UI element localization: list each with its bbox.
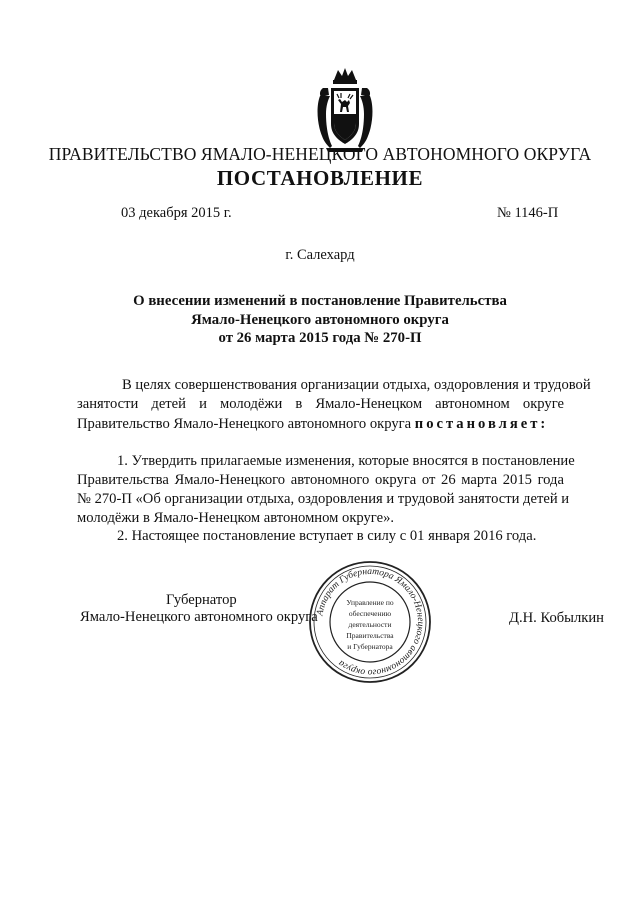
word: Правительства — [77, 472, 169, 488]
word: молодёжи — [220, 396, 283, 412]
word: 26 — [441, 472, 456, 488]
seal-center-line: Управление по — [346, 598, 394, 607]
title-line-2: Ямало-Ненецкого автономного округа — [191, 311, 449, 328]
document-city: г. Салехард — [285, 247, 355, 263]
enacting-text: Правительство Ямало-Ненецкого автономного округа — [77, 416, 412, 432]
seal-center-line: и Губернатора — [347, 642, 393, 651]
word: занятости — [77, 396, 139, 412]
coat-of-arms-icon — [314, 66, 376, 154]
signer-name: Д.Н. Кобылкин — [509, 610, 604, 626]
document-kind: ПОСТАНОВЛЕНИЕ — [216, 166, 424, 190]
document-title — [0, 292, 640, 348]
title-line-1: О внесении изменений в постановление Правительства — [133, 293, 507, 309]
seal-center-line: обеспечению — [348, 609, 392, 618]
paragraph-1-line-3 — [77, 416, 548, 433]
word: округе — [522, 396, 564, 412]
seal-center-line: Правительства — [346, 631, 394, 640]
seal-ring-text: Аппарат Губернатора Ямало-Ненецкого автономного округа — [315, 566, 426, 678]
word: Ямало-Ненецкого — [174, 472, 286, 488]
word: Ямало-Ненецком — [315, 396, 423, 412]
paragraph-1-line-1: В целях совершенствования организации отдыха, оздоровления и трудовой — [122, 377, 591, 393]
word: марта — [461, 472, 498, 488]
word: от — [421, 472, 436, 488]
seal-center-line: деятельности — [348, 620, 392, 629]
word: автономном — [435, 396, 510, 412]
item-1-line-1: 1. Утвердить прилагаемые изменения, которые вносятся в постановление — [117, 453, 575, 469]
government-name: ПРАВИТЕЛЬСТВО ЯМАЛО-НЕНЕЦКОГО АВТОНОМНОГО ОКРУГА — [48, 144, 592, 164]
item-1-line-2 — [77, 472, 564, 489]
title-line-3: от 26 марта 2015 года № 270-П — [218, 330, 422, 346]
item-1-line-3: № 270-П «Об организации отдыха, оздоровления и трудовой занятости детей и — [77, 491, 570, 507]
document-date: 03 декабря 2015 г. — [121, 205, 232, 221]
word: и — [199, 396, 207, 412]
word: года — [537, 472, 564, 488]
item-1-line-4: молодёжи в Ямало-Ненецком автономном округе». — [77, 510, 395, 526]
paragraph-1-line-2 — [77, 396, 564, 413]
word: детей — [151, 396, 186, 412]
item-2: 2. Настоящее постановление вступает в силу с 01 января 2016 года. — [117, 528, 537, 544]
signer-position-line-1: Губернатор — [166, 592, 237, 608]
word: автономного — [290, 472, 370, 488]
enacting-word: постановляет: — [414, 416, 549, 432]
document-number: № 1146-П — [497, 205, 559, 221]
word: в — [295, 396, 303, 412]
word: 2015 — [502, 472, 532, 488]
word: округа — [374, 472, 417, 488]
official-seal — [306, 558, 434, 686]
signer-position-line-2: Ямало-Ненецкого автономного округа — [80, 609, 318, 625]
